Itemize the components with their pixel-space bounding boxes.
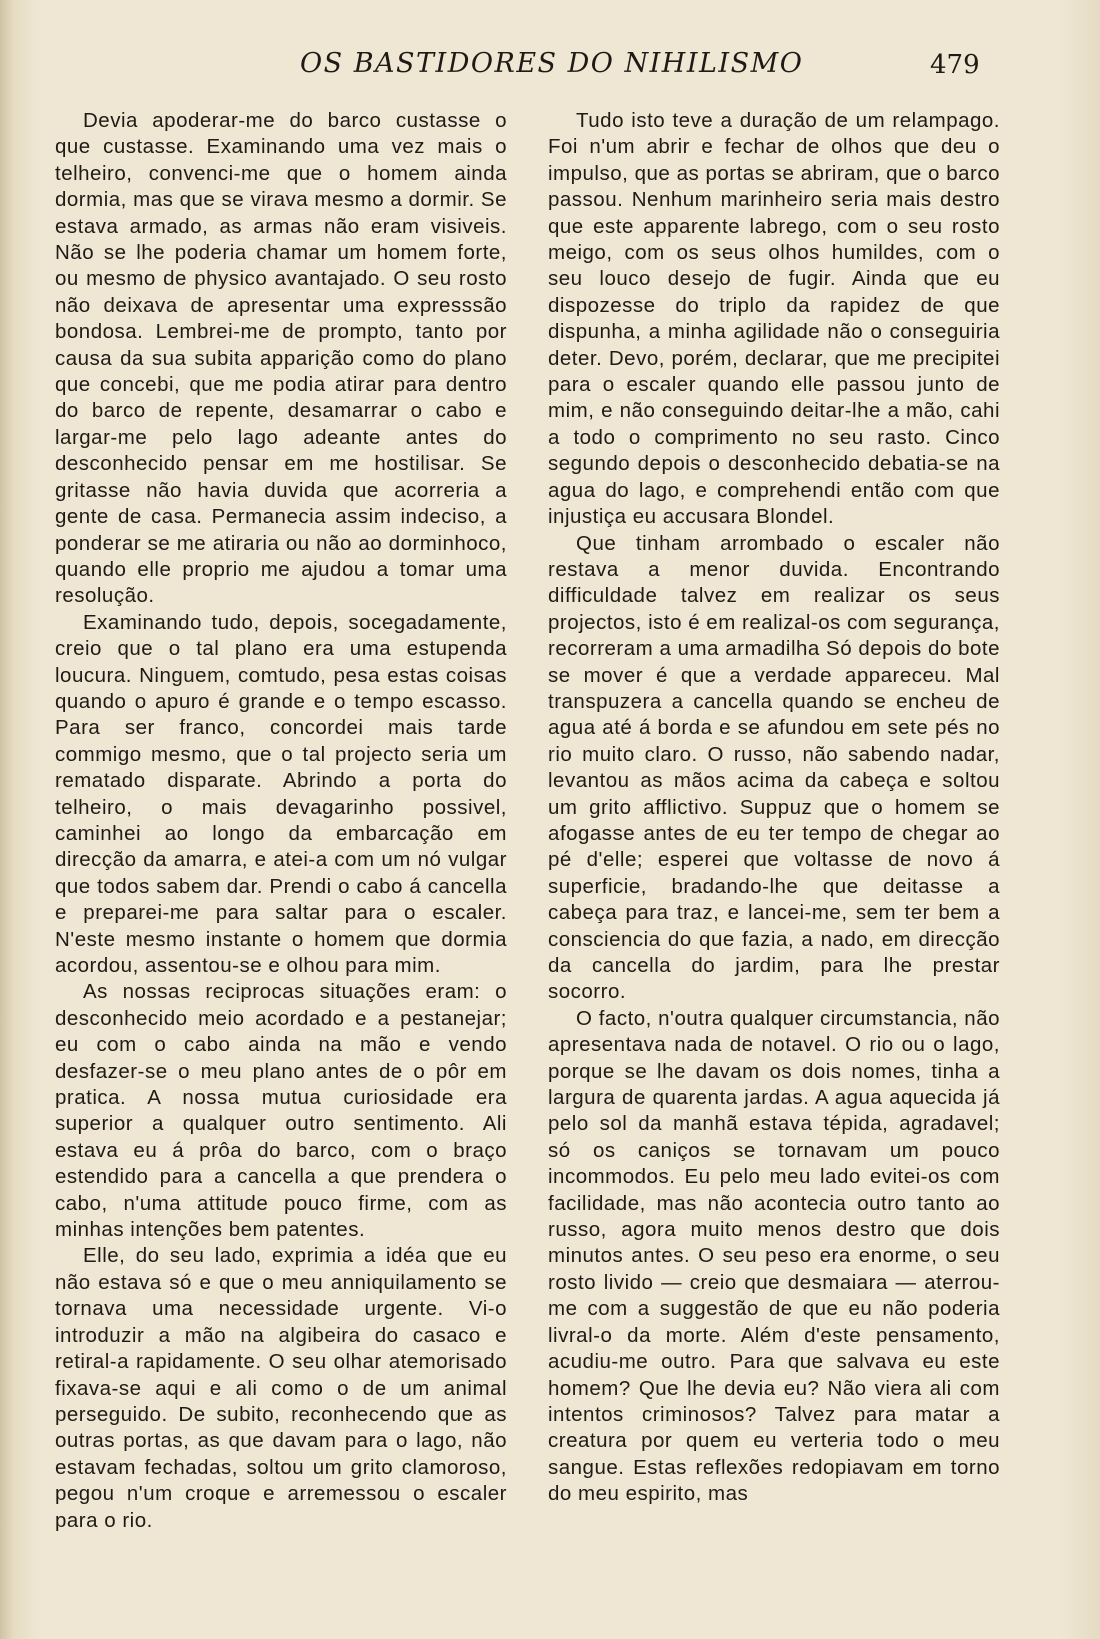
running-head xyxy=(0,48,1100,88)
paragraph: Tudo isto teve a duração de um relampago. Foi n'um abrir e fechar de olhos que deu o impulso, que as portas se abriram, que o barco passou. Nenhum marinheiro seria mais destro que este apparente labrego, com o seu rosto meigo, com os seus olhos humildes, com o seu louco desejo de fugir. Ainda que eu dispozesse do triplo da rapidez de que dispunha, a minha agilidade não o conseguiria deter. Devo, porém, declarar, que me precipitei para o escaler quando elle passou junto de mim, e não conseguindo deitar-lhe a mão, cahi a todo o comprimento no seu rasto. Cinco segundo depois o desconhecido debatia-se na agua do lago, e comprehendi então com que injustiça eu accusara Blondel. xyxy=(548,109,1000,529)
running-title: OS BASTIDORES DO NIHILISMO xyxy=(300,48,804,79)
page-number: 479 xyxy=(930,50,980,80)
paragraph: Devia apoderar-me do barco custasse o que custasse. Examinando uma vez mais o telheiro, convenci-me que o homem ainda dormia, mas que se virava mesmo a dormir. Se estava armado, as armas não eram visiveis. Não se lhe poderia chamar um homem forte, ou mesmo de physico avantajado. O seu rosto não deixava de apresentar uma expresssão bondosa. Lembrei-me de prompto, tanto por causa da sua subita apparição como do plano que concebi, que me podia atirar para dentro do barco de repente, desamarrar o cabo e largar-me pelo lago adeante antes do desconhecido pensar em me hostilisar. Se gritasse não havia duvida que acorreria a gente de casa. Permanecia assim indeciso, a ponderar se me atiraria ou não ao dorminhoco, quando elle proprio me ajudou a tomar uma resolução. xyxy=(55,109,507,608)
paragraph: Examinando tudo, depois, socegadamente, creio que o tal plano era uma estupenda loucura. Ninguem, comtudo, pesa estas coisas quando o apuro é grande e o tempo escasso. Para ser franco, concordei mais tarde commigo mesmo, que o tal projecto seria um rematado disparate. Abrindo a porta do telheiro, o mais devagarinho possivel, caminhei ao longo da embarcação em direcção da amarra, e atei-a com um nó vulgar que todos sabem dar. Prendi o cabo á cancella e preparei-me para saltar para o escaler. N'este mesmo instante o homem que dormia acordou, assentou-se e olhou para mim. xyxy=(55,610,507,977)
left-column xyxy=(55,108,507,1534)
paragraph: Elle, do seu lado, exprimia a idéa que eu não estava só e que o meu anniquilamento se tornava uma necessidade urgente. Vi-o introduzir a mão na algibeira do casaco e retiral-a rapidamente. O seu olhar atemorisado fixava-se aqui e ali como o de um animal perseguido. De subito, reconhecendo que as outras portas, as que davam para o lago, não estavam fechadas, soltou um grito clamoroso, pegou n'um croque e arremessou o escaler para o rio. xyxy=(55,1244,507,1532)
paragraph: O facto, n'outra qualquer circumstancia, não apresentava nada de notavel. O rio ou o lago, porque se lhe davam os dois nomes, tinha a largura de quarenta jardas. A agua aquecida já pelo sol da manhã estava tépida, agradavel; só os caniços se tornavam um pouco incommodos. Eu pelo meu lado evitei-os com facilidade, mas não acontecia outro tanto ao russo, agora muito menos destro que dois minutos antes. O seu peso era enorme, o seu rosto livido — creio que desmaiara — aterrou-me com a suggestão de que eu não poderia livral-o da morte. Além d'este pensamento, acudiu-me outro. Para que salvava eu este homem? Que lhe devia eu? Não viera ali com intentos criminosos? Talvez para matar a creatura por quem eu verteria todo o meu sangue. Estas reflexões redopiavam em torno do meu espirito, mas xyxy=(548,1006,1000,1506)
paragraph: Que tinham arrombado o escaler não restava a menor duvida. Encontrando difficuldade talvez em realizar os seus projectos, isto é em realizal-os com segurança, recorreram a uma armadilha Só depois do bote se mover é que a verdade appareceu. Mal transpuzera a cancella quando se encheu de agua até á borda e se afundou em sete pés no rio muito claro. O russo, não sabendo nadar, levantou as mãos acima da cabeça e soltou um grito afflictivo. Suppuz que o homem se afogasse antes de eu ter tempo de chegar ao pé d'elle; esperei que voltasse de novo á superficie, bradando-lhe que deitasse a cabeça para traz, e lancei-me, sem ter bem a consciencia do que fazia, a nado, em direcção da cancella do jardim, para lhe prestar socorro. xyxy=(548,531,1000,1004)
paragraph: As nossas reciprocas situações eram: o desconhecido meio acordado e a pestanejar; eu com o cabo ainda na mão e vendo desfazer-se o meu plano antes de o pôr em pratica. A nossa mutua curiosidade era superior a qualquer outro sentimento. Ali estava eu á prôa do barco, com o braço estendido para a cancella a que prendera o cabo, n'uma attitude pouco firme, com as minhas intenções bem patentes. xyxy=(55,980,507,1242)
right-column xyxy=(548,108,1000,1508)
